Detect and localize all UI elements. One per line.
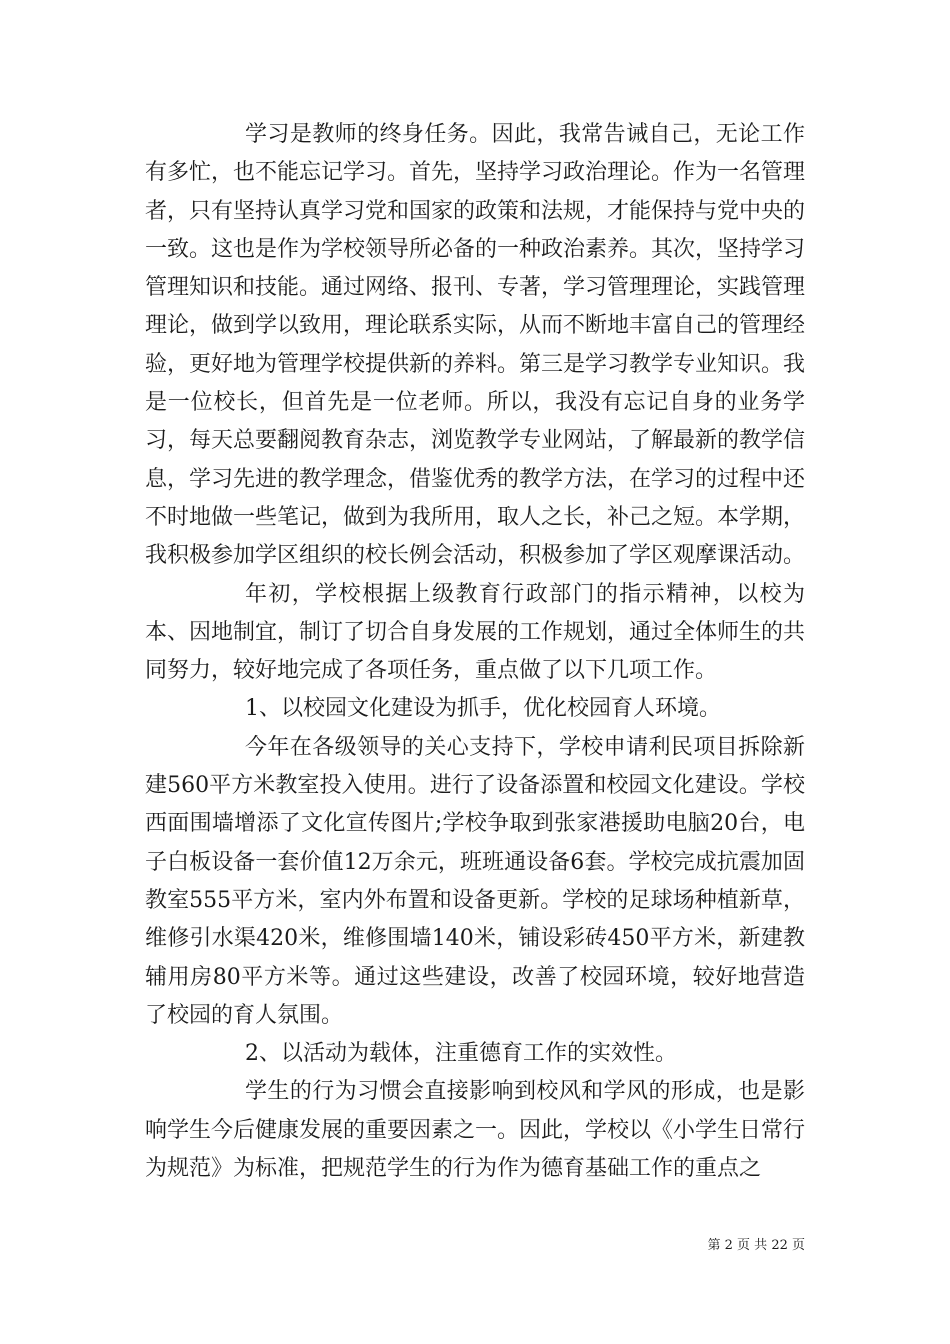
heading-campus-culture: 1、以校园文化建设为抓手，优化校园育人环境。	[245, 696, 721, 722]
paragraph-learning: 学习是教师的终身任务。因此，我常告诫自己，无论工作有多忙，也不能忘记学习。首先，坚持学习政治理论。作为一名管理者，只有坚持认真学习党和国家的政策和法规，才能保持与党中央的一致。这也是作为学校领导所必备的一种政治素养。其次，坚持学习管理知识和技能。通过网络、报刊、专著，学习管理理论，实践管理理论，做到学以致用，理论联系实际，从而不断地丰富自己的管理经验，更好地为管理学校提供新的养料。第三是学习教学专业知识。我是一位校长，但首先是一位老师。所以，我没有忘记自身的业务学习，每天总要翻阅教育杂志，浏览教学专业网站，了解最新的教学信息，学习先进的教学理念，借鉴优秀的教学方法，在学习的过程中还不时地做一些笔记，做到为我所用，取人之长，补己之短。本学期，我积极参加学区组织的校长例会活动，积极参加了学区观摩课活动。	[145, 122, 806, 569]
paragraph-campus-construction: 今年在各级领导的关心支持下，学校申请利民项目拆除新建560平方米教室投入使用。进行了设备添置和校园文化建设。学校西面围墙增添了文化宣传图片;学校争取到张家港援助电脑20台，电子白板设备一套价值12万余元，班班通设备6套。学校完成抗震加固教室555平方米，室内外布置和设备更新。学校的足球场种植新草，维修引水渠420米，维修围墙140米，铺设彩砖450平方米，新建教辅用房80平方米等。通过这些建设，改善了校园环境，较好地营造了校园的育人氛围。	[145, 734, 805, 1028]
heading-moral-education: 2、以活动为载体，注重德育工作的实效性。	[245, 1041, 677, 1067]
paragraph-work-overview: 年初，学校根据上级教育行政部门的指示精神，以校为本、因地制宜，制订了切合自身发展的工作规划，通过全体师生的共同努力，较好地完成了各项任务，重点做了以下几项工作。	[145, 581, 806, 684]
page-number: 第 2 页 共 22 页	[707, 1238, 805, 1253]
document-body	[145, 116, 805, 1188]
paragraph-student-behavior: 学生的行为习惯会直接影响到校风和学风的形成，也是影响学生今后健康发展的重要因素之一。因此，学校以《小学生日常行为规范》为标准，把规范学生的行为作为德育基础工作的重点之	[145, 1079, 806, 1182]
